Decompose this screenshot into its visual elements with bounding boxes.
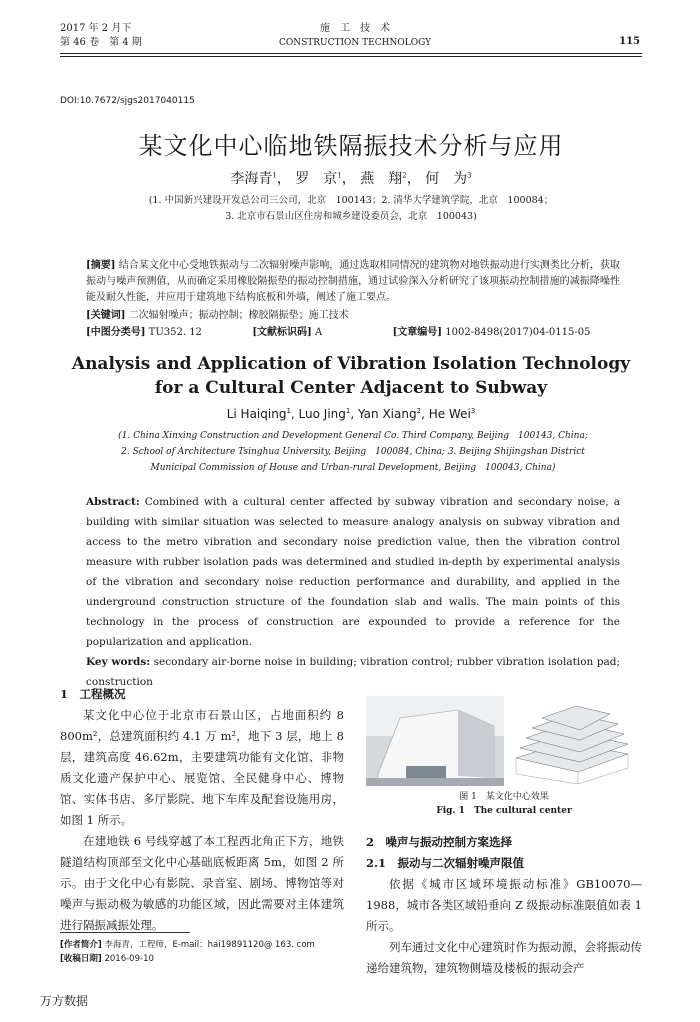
figure-1 bbox=[366, 696, 642, 786]
figure-1-caption bbox=[366, 790, 642, 818]
title-en-line: Analysis and Application of Vibration Isolation Technology bbox=[71, 354, 631, 374]
header-rule bbox=[60, 53, 642, 54]
header-journal bbox=[250, 22, 460, 50]
author-bio-text: 李海青，工程师，E-mail：hai19891120@ 163. com bbox=[104, 940, 315, 950]
journal-name-en: CONSTRUCTION TECHNOLOGY bbox=[278, 38, 432, 48]
abstract-en-label: Abstract: bbox=[86, 496, 140, 508]
author-en: Yan Xiang bbox=[358, 407, 417, 421]
received-date-label: [收稿日期] bbox=[60, 954, 102, 964]
author-en: Luo Jing bbox=[298, 407, 346, 421]
authors-cn: 李海青$^1$， 罗 京$^1$， 燕 翔$^2$， 何 为$^3$ bbox=[230, 171, 472, 187]
author-en: He Wei bbox=[428, 407, 471, 421]
section-1-paragraph-1: 某文化中心位于北京市石景山区，占地面积约 8 800m²，总建筑面积约 4.1 万 m²，地下 3 层，地上 8 层，建筑高度 46.62m，主要建筑功能有文化馆、非物质文化遗产保护中心、展览馆、全民健身中心、博物馆、实体书店、多厅影院、地下车库及配套设施用房，如图 1 所示。 bbox=[60, 708, 344, 827]
section-1-heading: 1 工程概况 bbox=[60, 687, 126, 701]
affiliation-line: (1. 中国新兴建设开发总公司三公司，北京 100143；2. 清华大学建筑学院，北京 100084； bbox=[148, 195, 554, 206]
author-bio-label: [作者简介] bbox=[60, 940, 102, 950]
received-date bbox=[60, 952, 350, 966]
section-2-1-heading: 2.1 振动与二次辐射噪声限值 bbox=[366, 856, 525, 870]
doi: DOI:10.7672/sjgs2017040115 bbox=[60, 96, 195, 106]
journal-name-cn: 施 工 技 术 bbox=[320, 23, 390, 34]
doc-value: A bbox=[314, 327, 323, 338]
author-sup: 1 bbox=[286, 407, 291, 415]
clc-label: [中图分类号] bbox=[86, 327, 146, 338]
title-cn: 某文化中心临地铁隔振技术分析与应用 bbox=[138, 132, 564, 160]
author-en: Li Haiqing bbox=[226, 407, 287, 421]
affiliation-line: 3. 北京市石景山区住房和城乡建设委员会，北京 100043) bbox=[225, 211, 477, 222]
figure-1-caption-cn: 图 1 某文化中心效果 bbox=[459, 792, 549, 802]
footnote bbox=[60, 938, 350, 966]
author-sup: 3 bbox=[467, 171, 472, 180]
title-en bbox=[60, 352, 642, 400]
footnote-rule bbox=[60, 932, 190, 933]
section-1 bbox=[60, 684, 344, 936]
figure-1-image bbox=[366, 696, 642, 786]
author-sup: 1 bbox=[272, 171, 277, 180]
affiliations-en bbox=[86, 428, 620, 476]
keywords-en-label: Key words: bbox=[86, 656, 151, 668]
affiliation-line: Municipal Commission of House and Urban-rural Development, Beijing 100043, China) bbox=[150, 463, 556, 473]
header-volume: 第 46 卷 第 4 期 bbox=[60, 37, 142, 48]
classification bbox=[86, 325, 620, 341]
abstract-cn-text: 结合某文化中心受地铁振动与二次辐射噪声影响，通过选取相同情况的建筑物对地铁振动进行实测类比分析，获取振动与噪声预测值，从而确定采用橡胶隔振垫的振动控制措施，通过试验深入分析研究了该项振动控制措施的减振降噪性能及耐久性能，并应用于建筑地下结构底板和外墙，阐述了施工要点。 bbox=[86, 260, 621, 303]
authors-en: Li Haiqing$^1$, Luo Jing$^1$, Yan Xiang$^2$, He Wei$^3$ bbox=[226, 407, 476, 421]
article-label: [文章编号] bbox=[392, 327, 443, 338]
affiliations-cn bbox=[60, 193, 642, 225]
clc-value: TU352. 12 bbox=[148, 327, 202, 338]
header-date: 2017 年 2 月下 bbox=[60, 23, 132, 34]
abstract-en bbox=[86, 492, 620, 692]
section-2-heading: 2 噪声与振动控制方案选择 bbox=[366, 835, 513, 849]
author-sup: 2 bbox=[402, 171, 407, 180]
keywords-cn bbox=[86, 308, 620, 324]
author-cn: 罗 京 bbox=[295, 171, 338, 187]
page-number: 115 bbox=[619, 36, 640, 47]
section-2 bbox=[366, 832, 642, 979]
author-cn: 李海青 bbox=[230, 171, 273, 187]
section-2-paragraph-1: 依据《城市区域环境振动标准》GB10070—1988，城市各类区域铅垂向 Z 级振动标准限值如表 1 所示。 bbox=[366, 877, 642, 933]
title-en-line: for a Cultural Center Adjacent to Subway bbox=[154, 378, 548, 398]
section-1-paragraph-2: 在建地铁 6 号线穿越了本工程西北角正下方，地铁隧道结构顶部至文化中心基础底板距离 5m，如图 2 所示。由于文化中心有影院、录音室、剧场、博物馆等对噪声与振动极为敏感的功能区域，因此需要对主体建筑进行隔振减振处理。 bbox=[60, 834, 344, 932]
abstract-cn-label: [摘要] bbox=[86, 260, 116, 271]
keywords-en-text: secondary air-borne noise in building; vibration control; rubber vibration isolation pad; construction bbox=[86, 656, 620, 688]
affiliation-line: 2. School of Architecture Tsinghua University, Beijing 100084, China; 3. Beijing Shijingshan District bbox=[121, 447, 585, 457]
doc-label: [文献标识码] bbox=[252, 327, 312, 338]
author-sup: 2 bbox=[416, 407, 422, 415]
section-2-paragraph-2: 列车通过文化中心建筑时作为振动源，会将振动传递给建筑物，建筑物侧墙及楼板的振动会产 bbox=[366, 940, 642, 975]
article-value: 1002-8498(2017)04-0115-05 bbox=[445, 327, 591, 338]
header-rule-thin bbox=[60, 56, 642, 57]
author-sup: 1 bbox=[337, 171, 342, 180]
author-bio bbox=[60, 938, 350, 952]
abstract-en-text: Combined with a cultural center affected by subway vibration and secondary noise, a building with similar situation was selected to measure analogy analysis on subway vibration and access to the metro vibration and secondary noise prediction value, then the vibration control measure with rubber isolation pads was determined and studied in-depth by experimental analysis of the vibration and secondary noise reduction performance and durability, and applied in the underground construction structure of the foundation slab and walls. The main points of this technology in the process of construction are expounded to provide a reference for the popularization and application. bbox=[86, 496, 620, 648]
header-issue bbox=[60, 22, 142, 50]
author-cn: 何 为 bbox=[425, 171, 468, 187]
abstract-cn bbox=[86, 258, 620, 306]
keywords-cn-label: [关键词] bbox=[86, 310, 126, 321]
keywords-cn-text: 二次辐射噪声；振动控制；橡胶隔振垫；施工技术 bbox=[128, 310, 349, 321]
author-sup: 3 bbox=[470, 407, 476, 415]
author-cn: 燕 翔 bbox=[360, 171, 403, 187]
affiliation-line: (1. China Xinxing Construction and Development General Co. Third Company, Beijing 100143, China; bbox=[118, 431, 588, 441]
author-sup: 1 bbox=[345, 407, 351, 415]
watermark-brand: 万方数据 bbox=[40, 994, 89, 1008]
received-date-text: 2016-09-10 bbox=[104, 954, 154, 964]
figure-1-caption-en: Fig. 1 The cultural center bbox=[436, 806, 572, 816]
